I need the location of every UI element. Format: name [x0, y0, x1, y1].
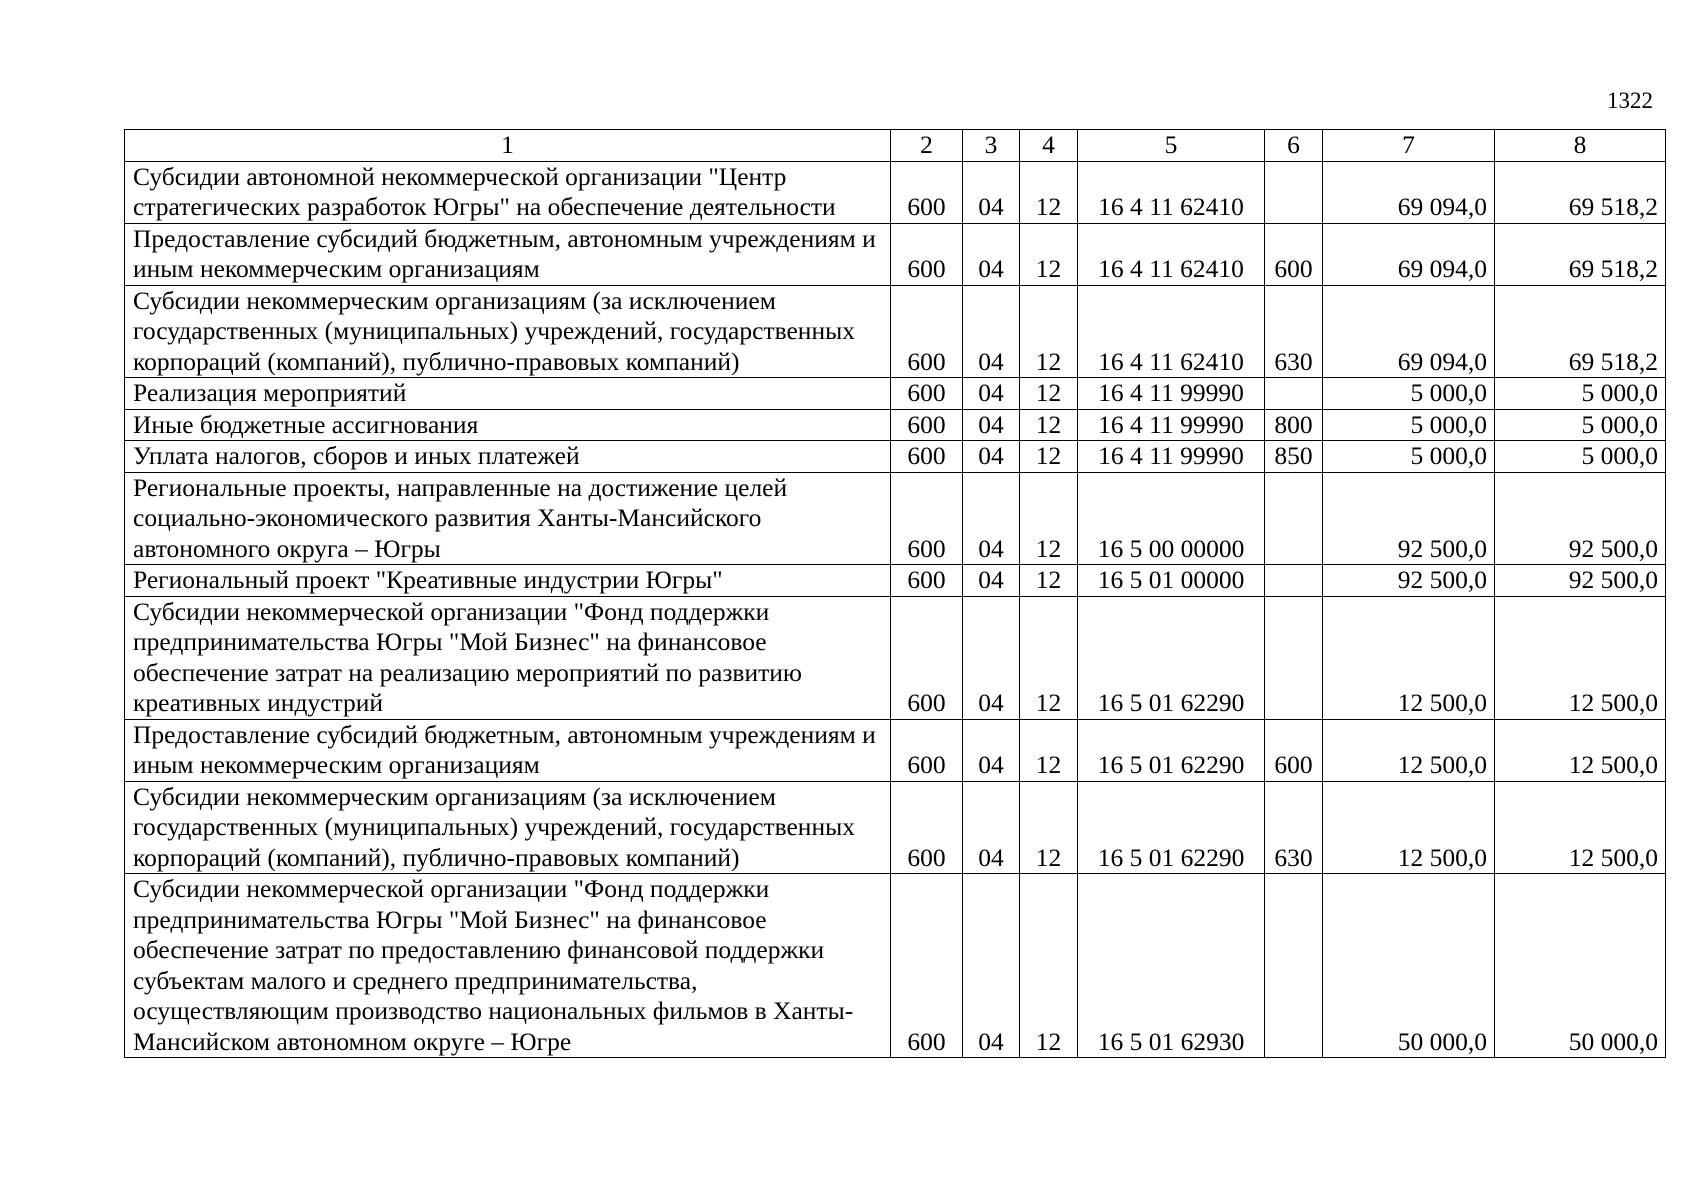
header-cell-6: 6 [1265, 130, 1323, 162]
cell-section-code: 04 [963, 285, 1020, 378]
cell-subsection-code: 12 [1020, 565, 1078, 597]
budget-table [124, 129, 1666, 1058]
table-row [125, 285, 1666, 378]
cell-expense-type: 600 [1265, 223, 1323, 285]
cell-amount-year-2: 92 500,0 [1495, 472, 1666, 565]
cell-subsection-code: 12 [1020, 596, 1078, 719]
table-row [125, 161, 1666, 223]
cell-ministry-code: 600 [891, 874, 963, 1058]
table-row [125, 378, 1666, 410]
page-number: 1322 [1607, 88, 1653, 113]
cell-ministry-code: 600 [891, 161, 963, 223]
cell-ministry-code: 600 [891, 378, 963, 410]
cell-amount-year-2: 50 000,0 [1495, 874, 1666, 1058]
cell-amount-year-2: 12 500,0 [1495, 719, 1666, 781]
cell-target-article: 16 5 00 00000 [1078, 472, 1265, 565]
cell-item-name: Региональные проекты, направленные на достижение целей социально-экономического развития Ханты-Мансийского автономного округа – Югры [125, 472, 891, 565]
cell-amount-year-2: 69 518,2 [1495, 223, 1666, 285]
cell-item-name: Предоставление субсидий бюджетным, автономным учреждениям и иным некоммерческим организациям [125, 223, 891, 285]
table-row [125, 472, 1666, 565]
cell-amount-year-1: 69 094,0 [1323, 285, 1495, 378]
cell-ministry-code: 600 [891, 409, 963, 441]
cell-expense-type [1265, 565, 1323, 597]
table-row [125, 565, 1666, 597]
cell-target-article: 16 4 11 99990 [1078, 441, 1265, 473]
cell-subsection-code: 12 [1020, 719, 1078, 781]
cell-section-code: 04 [963, 596, 1020, 719]
cell-expense-type: 630 [1265, 285, 1323, 378]
cell-target-article: 16 4 11 62410 [1078, 161, 1265, 223]
table-row [125, 781, 1666, 874]
cell-ministry-code: 600 [891, 565, 963, 597]
cell-amount-year-1: 92 500,0 [1323, 472, 1495, 565]
cell-item-name: Субсидии некоммерческой организации "Фонд поддержки предпринимательства Югры "Мой Бизнес" на финансовое обеспечение затрат на реализацию мероприятий по развитию креативных индустрий [125, 596, 891, 719]
table-row [125, 596, 1666, 719]
cell-ministry-code: 600 [891, 223, 963, 285]
cell-subsection-code: 12 [1020, 781, 1078, 874]
cell-section-code: 04 [963, 161, 1020, 223]
cell-section-code: 04 [963, 874, 1020, 1058]
cell-ministry-code: 600 [891, 719, 963, 781]
cell-subsection-code: 12 [1020, 161, 1078, 223]
table-body [125, 130, 1666, 1058]
cell-subsection-code: 12 [1020, 409, 1078, 441]
cell-amount-year-2: 92 500,0 [1495, 565, 1666, 597]
cell-section-code: 04 [963, 441, 1020, 473]
cell-amount-year-1: 5 000,0 [1323, 409, 1495, 441]
cell-amount-year-2: 5 000,0 [1495, 378, 1666, 410]
cell-ministry-code: 600 [891, 596, 963, 719]
cell-subsection-code: 12 [1020, 441, 1078, 473]
header-cell-1: 1 [125, 130, 891, 162]
cell-amount-year-2: 5 000,0 [1495, 409, 1666, 441]
cell-amount-year-2: 12 500,0 [1495, 781, 1666, 874]
cell-amount-year-1: 69 094,0 [1323, 223, 1495, 285]
cell-amount-year-1: 69 094,0 [1323, 161, 1495, 223]
table-row [125, 874, 1666, 1058]
cell-amount-year-1: 5 000,0 [1323, 441, 1495, 473]
cell-target-article: 16 4 11 99990 [1078, 378, 1265, 410]
cell-expense-type [1265, 596, 1323, 719]
cell-expense-type [1265, 161, 1323, 223]
cell-target-article: 16 5 01 00000 [1078, 565, 1265, 597]
cell-item-name: Предоставление субсидий бюджетным, автономным учреждениям и иным некоммерческим организациям [125, 719, 891, 781]
cell-amount-year-1: 12 500,0 [1323, 596, 1495, 719]
cell-ministry-code: 600 [891, 781, 963, 874]
cell-expense-type [1265, 472, 1323, 565]
header-cell-2: 2 [891, 130, 963, 162]
cell-expense-type: 600 [1265, 719, 1323, 781]
cell-section-code: 04 [963, 378, 1020, 410]
cell-amount-year-1: 12 500,0 [1323, 781, 1495, 874]
cell-subsection-code: 12 [1020, 874, 1078, 1058]
header-cell-4: 4 [1020, 130, 1078, 162]
cell-item-name: Субсидии некоммерческим организациям (за исключением государственных (муниципальных) учреждений, государственных корпораций (компаний), публично-правовых компаний) [125, 781, 891, 874]
cell-section-code: 04 [963, 223, 1020, 285]
table-row [125, 409, 1666, 441]
cell-subsection-code: 12 [1020, 472, 1078, 565]
cell-expense-type: 800 [1265, 409, 1323, 441]
cell-target-article: 16 5 01 62290 [1078, 781, 1265, 874]
cell-subsection-code: 12 [1020, 223, 1078, 285]
cell-amount-year-2: 5 000,0 [1495, 441, 1666, 473]
cell-item-name: Реализация мероприятий [125, 378, 891, 410]
cell-target-article: 16 5 01 62930 [1078, 874, 1265, 1058]
cell-amount-year-1: 12 500,0 [1323, 719, 1495, 781]
cell-section-code: 04 [963, 472, 1020, 565]
cell-item-name: Субсидии некоммерческим организациям (за исключением государственных (муниципальных) учреждений, государственных корпораций (компаний), публично-правовых компаний) [125, 285, 891, 378]
cell-subsection-code: 12 [1020, 285, 1078, 378]
cell-section-code: 04 [963, 565, 1020, 597]
cell-item-name: Региональный проект "Креативные индустрии Югры" [125, 565, 891, 597]
cell-amount-year-2: 69 518,2 [1495, 285, 1666, 378]
cell-target-article: 16 5 01 62290 [1078, 596, 1265, 719]
cell-amount-year-1: 92 500,0 [1323, 565, 1495, 597]
cell-amount-year-1: 50 000,0 [1323, 874, 1495, 1058]
cell-target-article: 16 4 11 62410 [1078, 223, 1265, 285]
cell-expense-type: 850 [1265, 441, 1323, 473]
cell-ministry-code: 600 [891, 472, 963, 565]
table-row [125, 441, 1666, 473]
cell-expense-type [1265, 874, 1323, 1058]
cell-amount-year-1: 5 000,0 [1323, 378, 1495, 410]
cell-section-code: 04 [963, 781, 1020, 874]
cell-subsection-code: 12 [1020, 378, 1078, 410]
table-row [125, 719, 1666, 781]
cell-expense-type: 630 [1265, 781, 1323, 874]
cell-ministry-code: 600 [891, 441, 963, 473]
cell-item-name: Субсидии некоммерческой организации "Фонд поддержки предпринимательства Югры "Мой Бизнес" на финансовое обеспечение затрат по предоставлению финансовой поддержки субъектам малого и среднего предпринимательства, осуществляющим производство национальных фильмов в Ханты-Мансийском автономном округе – Югре [125, 874, 891, 1058]
header-cell-7: 7 [1323, 130, 1495, 162]
cell-amount-year-2: 69 518,2 [1495, 161, 1666, 223]
cell-target-article: 16 4 11 99990 [1078, 409, 1265, 441]
cell-ministry-code: 600 [891, 285, 963, 378]
cell-item-name: Иные бюджетные ассигнования [125, 409, 891, 441]
cell-section-code: 04 [963, 719, 1020, 781]
cell-item-name: Субсидии автономной некоммерческой организации "Центр стратегических разработок Югры" на обеспечение деятельности [125, 161, 891, 223]
table-header-row [125, 130, 1666, 162]
table-row [125, 223, 1666, 285]
cell-section-code: 04 [963, 409, 1020, 441]
header-cell-3: 3 [963, 130, 1020, 162]
cell-item-name: Уплата налогов, сборов и иных платежей [125, 441, 891, 473]
cell-target-article: 16 4 11 62410 [1078, 285, 1265, 378]
cell-expense-type [1265, 378, 1323, 410]
header-cell-5: 5 [1078, 130, 1265, 162]
cell-amount-year-2: 12 500,0 [1495, 596, 1666, 719]
cell-target-article: 16 5 01 62290 [1078, 719, 1265, 781]
header-cell-8: 8 [1495, 130, 1666, 162]
